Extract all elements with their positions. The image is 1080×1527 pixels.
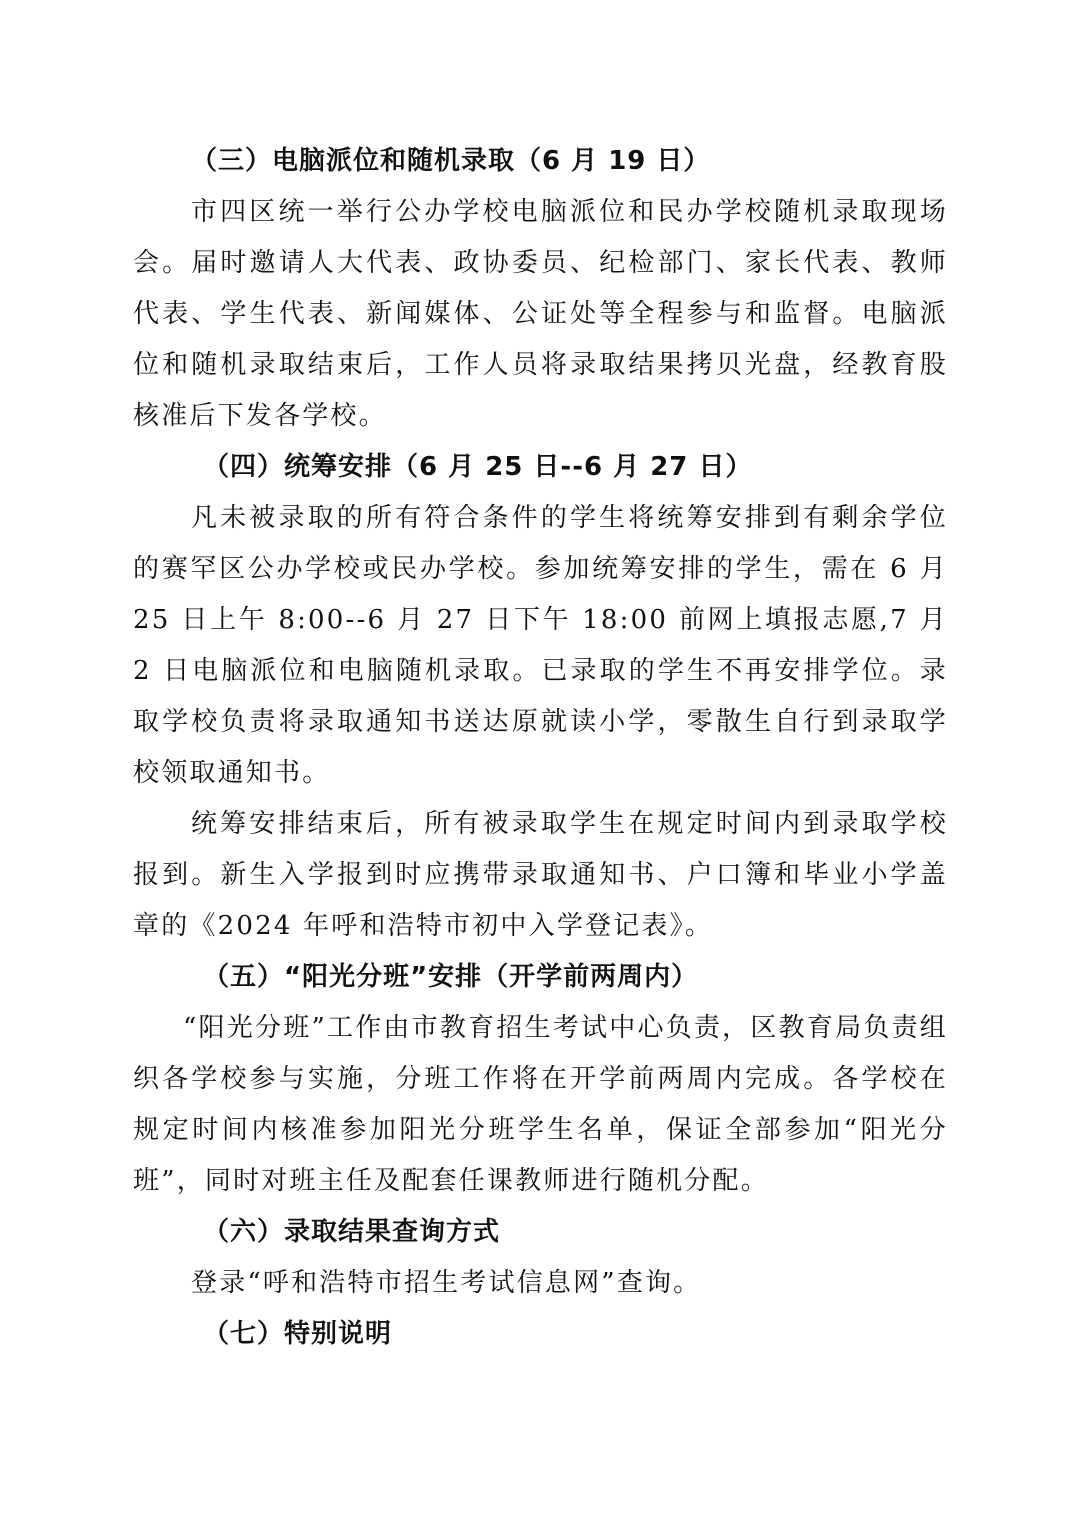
- section-4-paragraph-2: 统筹安排结束后，所有被录取学生在规定时间内到录取学校报到。新生入学报到时应携带录取通知书、户口簿和毕业小学盖章的《2024 年呼和浩特市初中入学登记表》。: [133, 809, 948, 941]
- section-6-paragraph: 登录“呼和浩特市招生考试信息网”查询。: [191, 1268, 702, 1298]
- document-body: [133, 136, 948, 1360]
- section-4-heading: （四）统筹安排（6 月 25 日--6 月 27 日）: [203, 452, 753, 482]
- section-4-paragraph-1: 凡未被录取的所有符合条件的学生将统筹安排到有剩余学位的赛罕区公办学校或民办学校。参加统筹安排的学生，需在 6 月 25 日上午 8:00--6 月 27 日下午 18:00 前网上填报志愿,7 月 2 日电脑派位和电脑随机录取。已录取的学生不再安排学位。录取学校负责将录取通知书送达原就读小学，零散生自行到录取学校领取通知书。: [133, 503, 948, 788]
- section-6-heading: （六）录取结果查询方式: [203, 1217, 501, 1247]
- section-5-paragraph: “阳光分班”工作由市教育招生考试中心负责，区教育局负责组织各学校参与实施，分班工作将在开学前两周内完成。各学校在规定时间内核准参加阳光分班学生名单，保证全部参加“阳光分班”，同时对班主任及配套任课教师进行随机分配。: [133, 1013, 948, 1196]
- section-3-paragraph: 市四区统一举行公办学校电脑派位和民办学校随机录取现场会。届时邀请人大代表、政协委员、纪检部门、家长代表、教师代表、学生代表、新闻媒体、公证处等全程参与和监督。电脑派位和随机录取结束后，工作人员将录取结果拷贝光盘，经教育股核准后下发各学校。: [133, 197, 948, 431]
- section-7-heading: （七）特别说明: [203, 1319, 393, 1349]
- section-3-heading: （三）电脑派位和随机录取（6 月 19 日）: [191, 146, 711, 176]
- section-5-heading: （五）“阳光分班”安排（开学前两周内）: [203, 962, 699, 992]
